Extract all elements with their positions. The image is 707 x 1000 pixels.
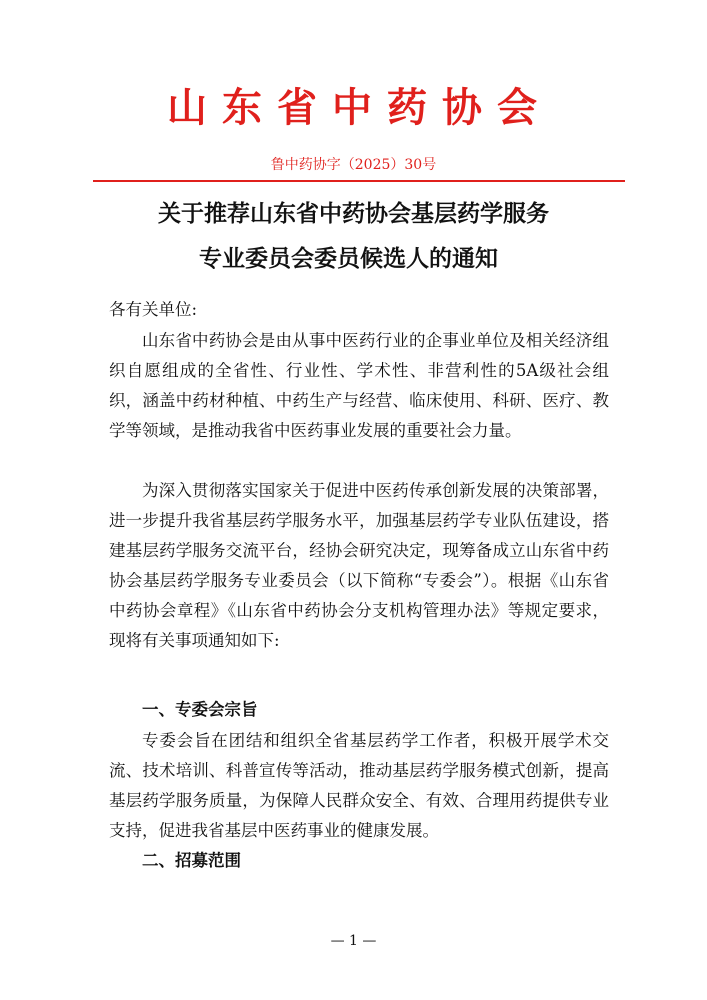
page-number: — 1 — [330,933,377,949]
paragraph-mission: 专委会旨在团结和组织全省基层药学工作者，积极开展学术交流、技术培训、科普宣传等活动，推动基层药学服务模式创新，提高基层药学服务质量，为保障人民群众安全、有效、合理用药提供专业支持，促进我省基层中医药事业的健康发展。 [109,731,609,840]
header-divider [93,180,625,182]
paragraph-intro: 山东省中药协会是由从事中医药行业的企事业单位及相关经济组织自愿组成的全省性、行业性、学术性、非营利性的5A级社会组织，涵盖中药材种植、中药生产与经营、临床使用、科研、医疗、教学等领域，是推动我省中医药事业发展的重要社会力量。 [109,331,609,440]
document-number: 鲁中药协字（2025）30号 [270,157,437,173]
paragraph-purpose: 为深入贯彻落实国家关于促进中医药传承创新发展的决策部署，进一步提升我省基层药学服务水平，加强基层药学专业队伍建设，搭建基层药学服务交流平台，经协会研究决定，现筹备成立山东省中药协会基层药学服务专业委员会（以下简称“专委会”）。根据《山东省中药协会章程》《山东省中药协会分支机构管理办法》等规定要求，现将有关事项通知如下: [109,481,609,650]
section-heading-purpose: 一、专委会宗旨 [142,700,258,719]
section-heading-recruitment: 二、招募范围 [142,851,241,870]
notice-title-line-1: 关于推荐山东省中药协会基层药学服务 [158,200,549,227]
organization-title: 山东省中药协会 [167,84,552,131]
salutation: 各有关单位: [109,300,198,319]
notice-title-line-2: 专业委员会委员候选人的通知 [199,245,498,272]
